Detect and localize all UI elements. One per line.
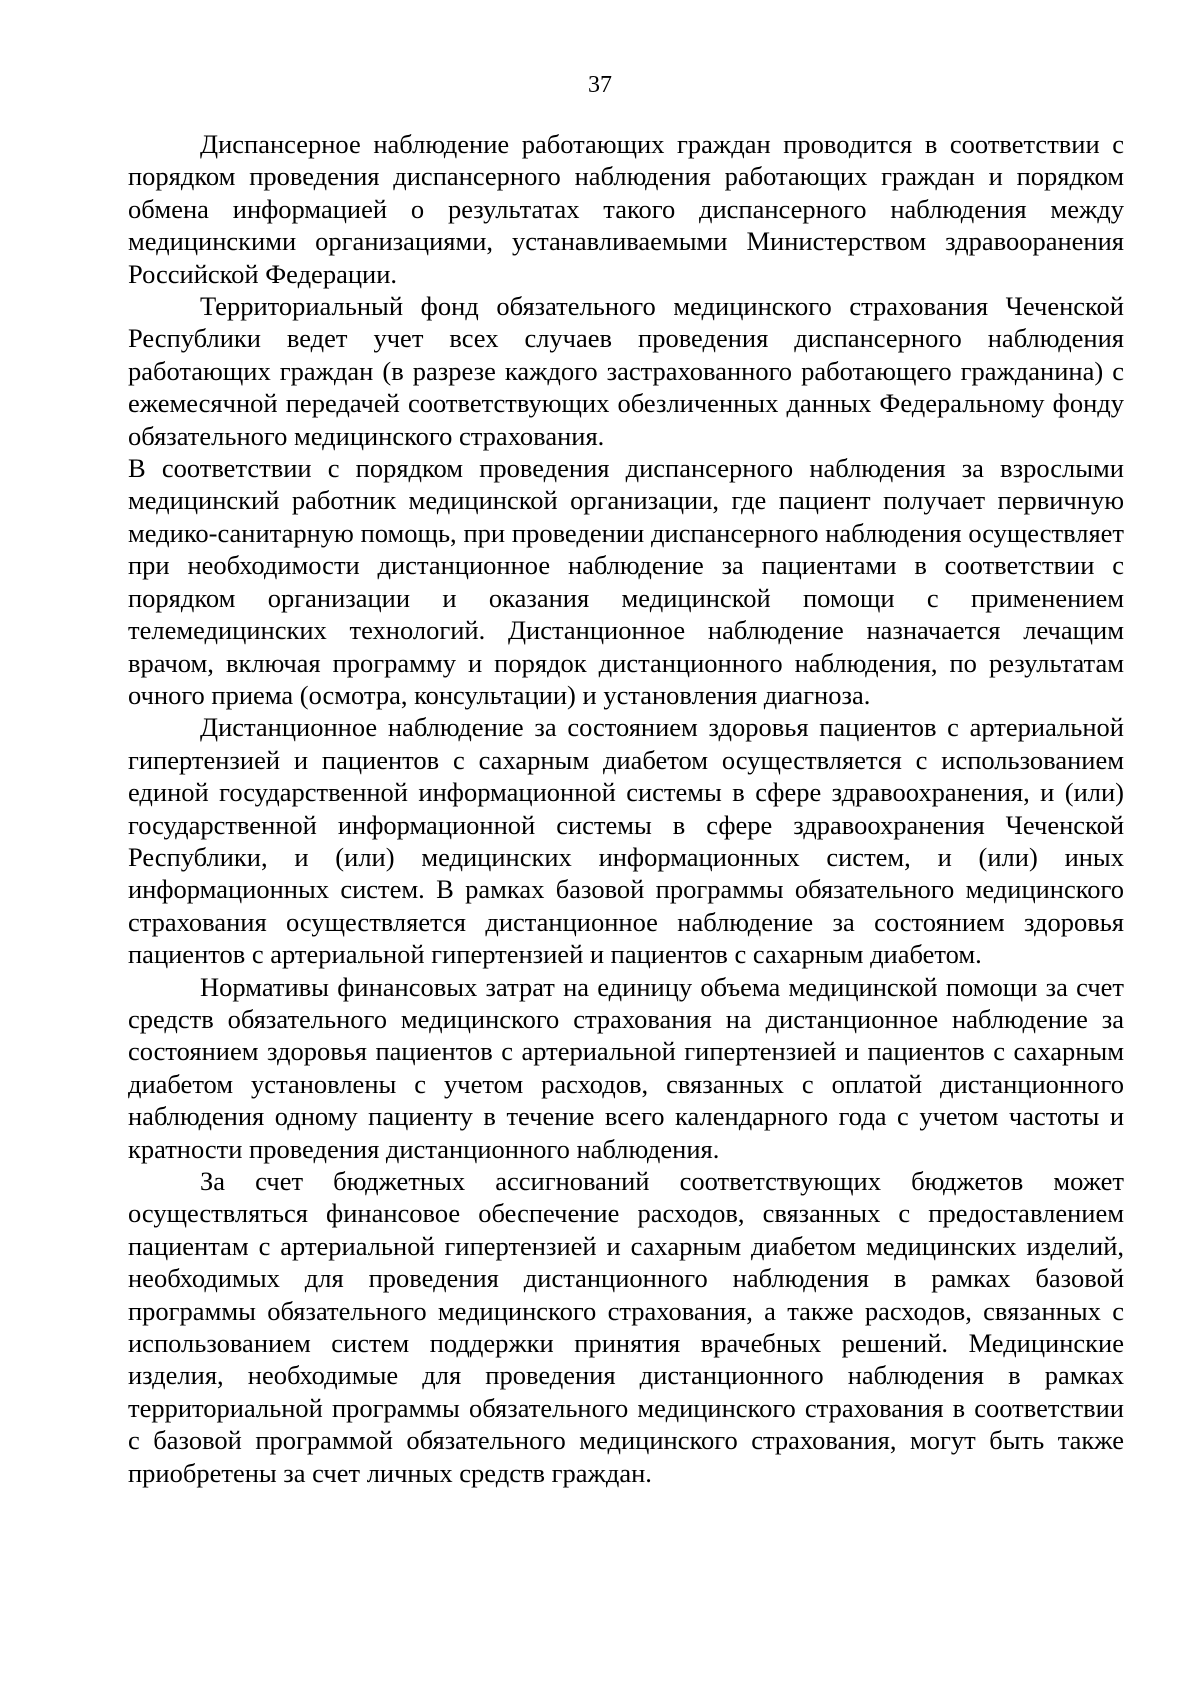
paragraph: Территориальный фонд обязательного медицинского страхования Чеченской Республики ведет учет всех случаев проведения диспансерного наблюдения работающих граждан (в разрезе каждого застрахованного работающего гражданина) с ежемесячной передачей соответствующих обезличенных данных Федеральному фонду обязательного медицинского страхования. (128, 291, 1124, 451)
document-body (128, 128, 1124, 1489)
paragraph: Дистанционное наблюдение за состоянием здоровья пациентов с артериальной гипертензией и пациентов с сахарным диабетом осуществляется с использованием единой государственной информационной системы в сфере здравоохранения, и (или) государственной информационной системы в сфере здравоохранения Чеченской Республики, и (или) медицинских информационных систем, и (или) иных информационных систем. В рамках базовой программы обязательного медицинского страхования осуществляется дистанционное наблюдение за состоянием здоровья пациентов с артериальной гипертензией и пациентов с сахарным диабетом. (128, 712, 1124, 970)
paragraph: Нормативы финансовых затрат на единицу объема медицинской помощи за счет средств обязательного медицинского страхования на дистанционное наблюдение за состоянием здоровья пациентов с артериальной гипертензией и пациентов с сахарным диабетом установлены с учетом расходов, связанных с оплатой дистанционного наблюдения одному пациенту в течение всего календарного года с учетом частоты и кратности проведения дистанционного наблюдения. (128, 971, 1124, 1164)
paragraph: В соответствии с порядком проведения диспансерного наблюдения за взрослыми медицинский работник медицинской организации, где пациент получает первичную медико-санитарную помощь, при проведении диспансерного наблюдения осуществляет при необходимости дистанционное наблюдение за пациентами в соответствии с порядком организации и оказания медицинской помощи с применением телемедицинских технологий. Дистанционное наблюдение назначается лечащим врачом, включая программу и порядок дистанционного наблюдения, по результатам очного приема (осмотра, консультации) и установления диагноза. (128, 453, 1124, 710)
paragraph: За счет бюджетных ассигнований соответствующих бюджетов может осуществляться финансовое обеспечение расходов, связанных с предоставлением пациентам с артериальной гипертензией и сахарным диабетом медицинских изделий, необходимых для проведения дистанционного наблюдения в рамках базовой программы обязательного медицинского страхования, а также расходов, связанных с использованием систем поддержки принятия врачебных решений. Медицинские изделия, необходимые для проведения дистанционного наблюдения в рамках территориальной программы обязательного медицинского страхования в соответствии с базовой программой обязательного медицинского страхования, могут быть также приобретены за счет личных средств граждан. (128, 1166, 1124, 1488)
paragraph: Диспансерное наблюдение работающих граждан проводится в соответствии с порядком проведения диспансерного наблюдения работающих граждан и порядком обмена информацией о результатах такого диспансерного наблюдения между медицинскими организациями, устанавливаемыми Министерством здравоoранения Российской Федерации. (128, 129, 1124, 289)
page-number: 37 (588, 72, 612, 98)
